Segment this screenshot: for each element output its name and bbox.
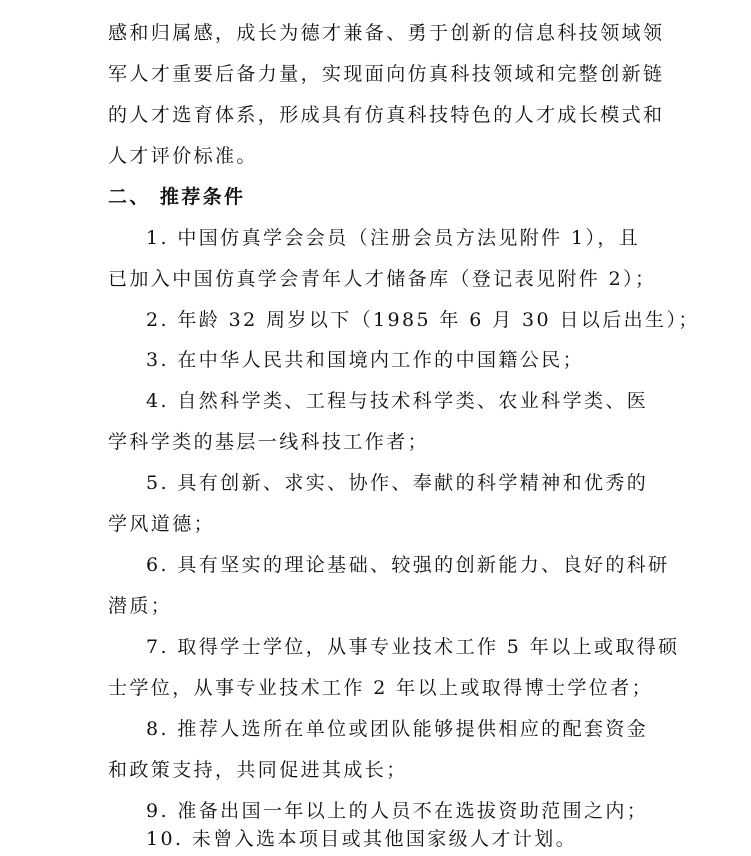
condition-7-line-2: 士学位，从事专业技术工作 2 年以上或取得博士学位者； xyxy=(108,677,653,699)
condition-7-line-1: 7. 取得学士学位，从事专业技术工作 5 年以上或取得硕 xyxy=(146,636,680,658)
condition-4-line-1: 4. 自然科学类、工程与技术科学类、农业科学类、医 xyxy=(146,390,649,412)
condition-1-line-1: 1. 中国仿真学会会员（注册会员方法见附件 1），且 xyxy=(146,227,641,249)
condition-4-line-2: 学科学类的基层一线科技工作者； xyxy=(108,431,430,453)
condition-2-line-1: 2. 年龄 32 周岁以下（1985 年 6 月 30 日以后出生）； xyxy=(146,309,700,331)
condition-9-line-1: 9. 准备出国一年以上的人员不在选拔资助范围之内； xyxy=(146,800,649,822)
condition-1-line-2: 已加入中国仿真学会青年人才储备库（登记表见附件 2）； xyxy=(108,268,657,290)
condition-6-line-2: 潜质； xyxy=(108,595,173,617)
condition-5-line-1: 5. 具有创新、求实、协作、奉献的科学精神和优秀的 xyxy=(146,472,649,494)
intro-line-3: 的人才选育体系，形成具有仿真科技特色的人才成长模式和 xyxy=(108,104,665,126)
condition-8-line-1: 8. 推荐人选所在单位或团队能够提供相应的配套资金 xyxy=(146,718,649,740)
condition-8-line-2: 和政策支持，共同促进其成长； xyxy=(108,759,408,781)
condition-10-line-1: 10. 未曾入选本项目或其他国家级人才计划。 xyxy=(146,828,578,850)
condition-3-line-1: 3. 在中华人民共和国境内工作的中国籍公民； xyxy=(146,349,584,371)
intro-line-4: 人才评价标准。 xyxy=(108,145,258,167)
condition-5-line-2: 学风道德； xyxy=(108,513,216,535)
intro-line-1: 感和归属感，成长为德才兼备、勇于创新的信息科技领域领 xyxy=(108,22,665,44)
intro-line-2: 军人才重要后备力量，实现面向仿真科技领域和完整创新链 xyxy=(108,63,665,85)
condition-6-line-1: 6. 具有坚实的理论基础、较强的创新能力、良好的科研 xyxy=(146,554,670,576)
section-heading: 二、 推荐条件 xyxy=(108,186,246,208)
